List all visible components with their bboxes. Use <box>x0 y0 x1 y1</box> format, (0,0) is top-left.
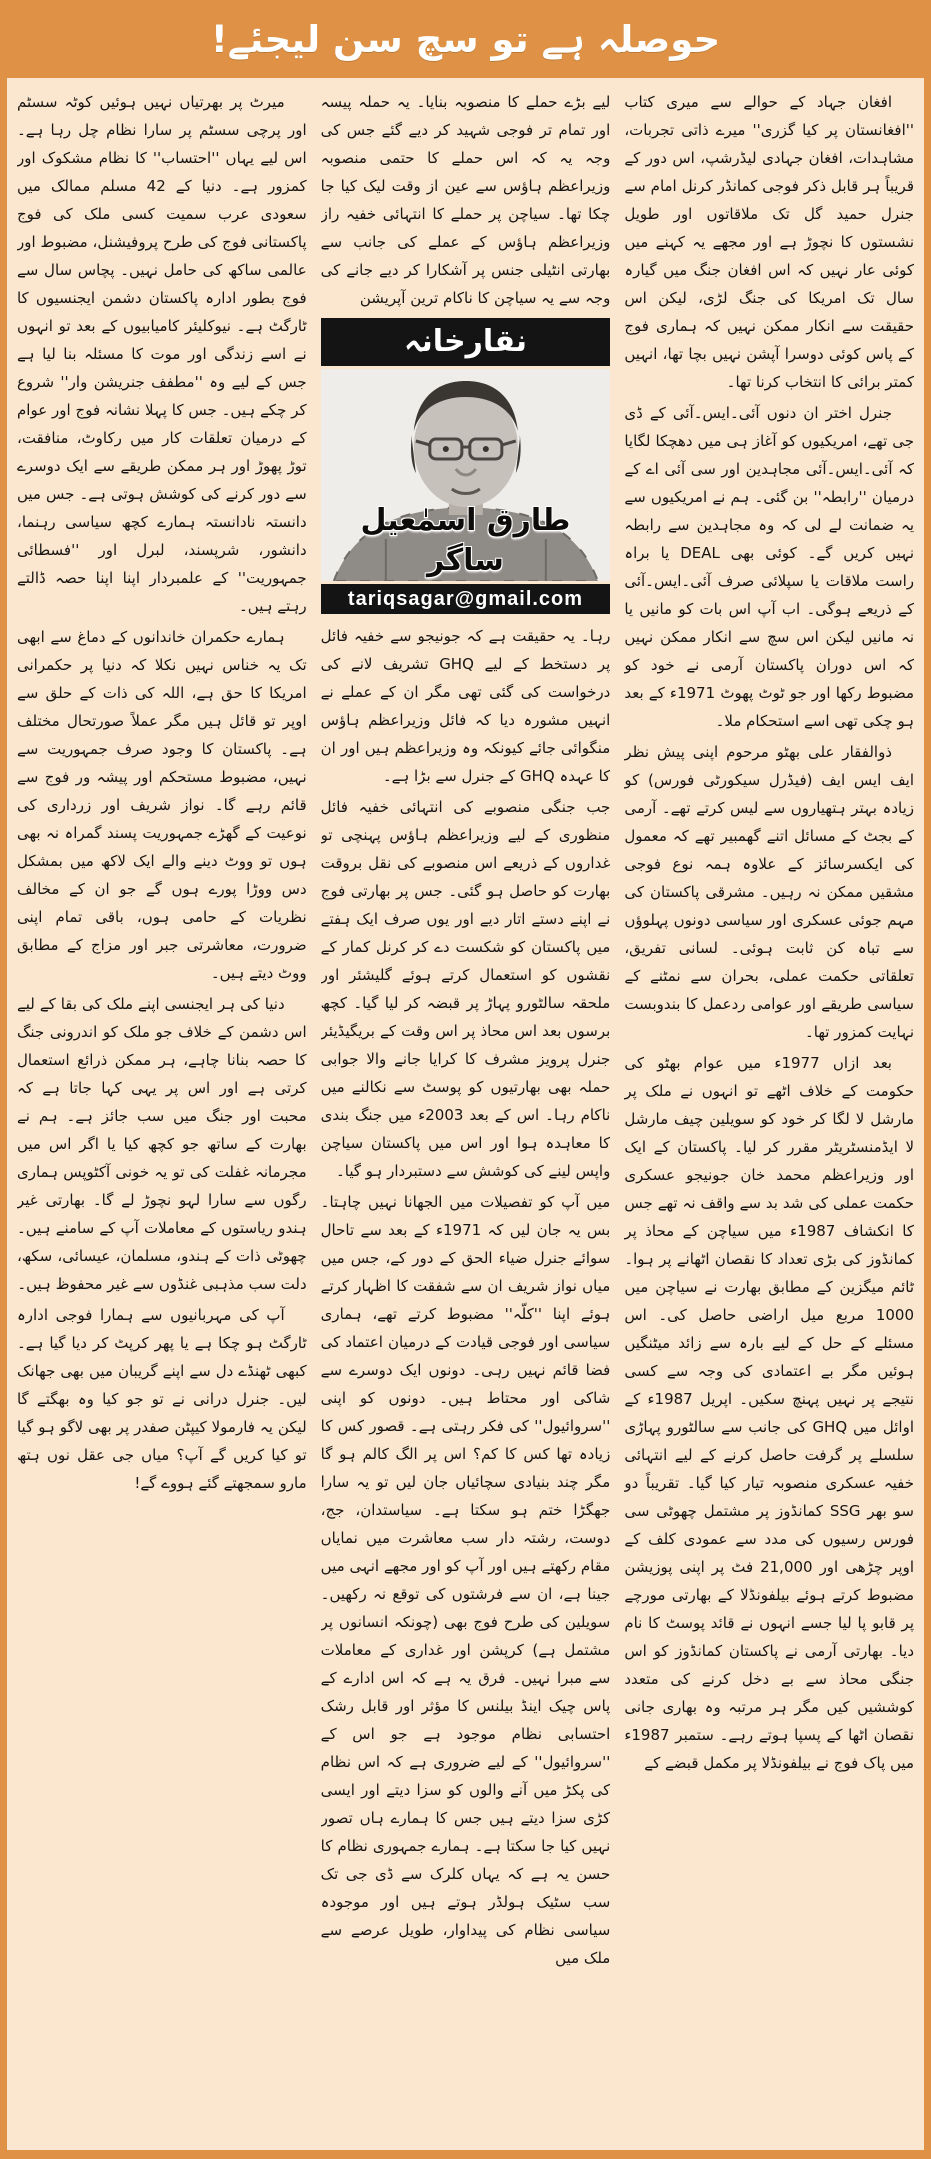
column-middle-below-box <box>321 622 611 1972</box>
column-left <box>17 88 307 2150</box>
author-box-header <box>321 318 611 366</box>
paragraph: ہمارے حکمران خاندانوں کے دماغ سے ابھی تک یہ خناس نہیں نکلا کہ دنیا پر حکمرانی امریکا کا حق ہے، اللہ کی ذات کے حلق سے اوپر تو قائل ہیں مگر عملاً صورتحال مختلف ہے۔ پاکستان کا وجود صرف جمہوریت سے نہیں، مضبوط مستحکم اور پیشہ ور فوج سے قائم رہے گا۔ نواز شریف اور زرداری کی نوعیت کے گھڑے جمہوریت پسند گمراہ نہ بھی ہوں تو ووٹ دینے والے ایک لاکھ میں بمشکل دس ووڑا پورے ہوں گے جو ان کے مخالف نظریات کے حامی ہوں، باقی تمام اپنی ضرورت، معاشرتی جبر اور مزاج کے مطابق ووٹ دیتے ہیں۔ <box>16 628 307 982</box>
author-name: طارق اسمٰعیل ساگر <box>360 503 571 578</box>
column-right <box>624 88 914 2150</box>
column-middle-above-box <box>321 88 611 312</box>
author-email-bar <box>321 584 611 614</box>
paragraph: دنیا کی ہر ایجنسی اپنے ملک کی بقا کے لیے اس دشمن کے خلاف جو ملک کو اندرونی جنگ کا حصہ بنانا چاہے، ہر ممکن ذرائع استعمال کرتی ہے اور اس پر یہی کہا جاتا ہے کہ محبت اور جنگ میں سب جائز ہے۔ ہم نے بھارت کے ساتھ جو کچھ کیا یا اگر اس میں مجرمانہ غفلت کی تو یہ خونی آکٹوپس ہماری رگوں سے سارا لہو نچوڑ لے گا۔ بھارتی غیر ہندو ریاستوں کے معاملات آپ کے سامنے ہیں۔ چھوٹی ذات کے ہندو، مسلمان، عیسائی، سکھ، دلت سب مذہبی غنڈوں سے غیر محفوظ ہیں۔ <box>16 995 307 1293</box>
paragraph: میں آپ کو تفصیلات میں الجھانا نہیں چاہتا۔ بس یہ جان لیں کہ 1971ء کے بعد سے تاحال سوائے جنرل ضیاء الحق کے دور کے، جس میں میاں نواز شریف ان سے شفقت کا اظہار کرتے ہوئے اپنا ''کلّہ'' مضبوط کرتے تھے، ہماری سیاسی اور فوجی قیادت کے درمیان اعتماد کی فضا قائم نہیں رہی۔ دونوں ایک دوسرے سے شاکی اور محتاط ہیں۔ دونوں کو اپنی ''سروائیول'' کی فکر رہتی ہے۔ قصور کس کا زیادہ تھا کس کا کم؟ اس پر الگ کالم ہو گا مگر چند بنیادی سچائیاں جان لیں تو یہ سارا جھگڑا ختم ہو سکتا ہے۔ سیاستدان، جج، دوست، رشتہ دار سب معاشرت میں نمایاں مقام رکھتے ہیں اور آپ کو اور مجھے انہی میں جینا ہے، ان سے فرشتوں کی توقع نہ رکھیں۔ سویلین کی طرح فوج بھی (چونکہ انسانوں پر مشتمل ہے) کرپشن اور غداری کے معاملات سے مبرا نہیں۔ فرق یہ ہے کہ اس ادارے کے پاس چیک اینڈ بیلنس کا مؤثر اور قابل رشک احتسابی نظام موجود ہے جو اس کے ''سروائیول'' کے لیے ضروری ہے کہ اس نظام کی پکڑ میں آنے والوں کو سزا دیتے اور ایسی کڑی سزا دیتے ہیں جس کا ہمارے ہاں تصور نہیں کیا جا سکتا ہے۔ ہمارے جمہوری نظام کا حسن یہ ہے کہ یہاں کلرک سے ڈی جی تک سب سٹیک ہولڈر ہوتے ہیں اور موجودہ سیاسی نظام کی پیداوار، طویل عرصے سے ملک میں <box>320 1193 611 1967</box>
article-body <box>7 78 924 2150</box>
author-box <box>321 318 611 614</box>
paragraph: جب جنگی منصوبے کی انتہائی خفیہ فائل منظوری کے لیے وزیراعظم ہاؤس پہنچی تو غداروں کے ذریعے اس منصوبے کی نقل بروقت بھارت کو حاصل ہو گئی۔ جس پر بھارتی فوج نے اپنے دستے اتار دیے اور یوں صرف ایک ہفتے میں پاکستان کو شکست دے کر کرنل کمار کے نقشوں کو استعمال کرتے ہوئے گلیشئر اور ملحقہ سالٹورو پہاڑ پر قبضہ کر لیا گیا۔ کچھ برسوں بعد اس محاذ پر اس وقت کے بریگیڈیئر جنرل پرویز مشرف کا کرایا جانے والا جوابی حملہ بھی بھارتیوں کو پوسٹ سے نکالنے میں ناکام رہا۔ اس کے بعد 2003ء میں جنگ بندی کا معاہدہ ہوا اور اس میں پاکستان سیاچن واپس لینے کی کوشش سے دستبردار ہو گیا۔ <box>320 798 611 1180</box>
author-email: tariqsagar@gmail.com <box>347 588 584 610</box>
article-title: حوصلہ ہے تو سچ سن لیجئے! <box>210 17 721 61</box>
paragraph: لیے بڑے حملے کا منصوبہ بنایا۔ یہ حملہ پیسہ اور تمام تر فوجی شہید کر دیے گئے جس کی وجہ یہ کہ اس حملے کا حتمی منصوبہ وزیراعظم ہاؤس سے عین از وقت لیک کیا جا چکا تھا۔ سیاچن پر حملے کا انتہائی خفیہ راز وزیراعظم ہاؤس کے عملے کی جانب سے بھارتی انٹیلی جنس پر آشکارا کر دیے جانے کی وجہ سے یہ سیاچن کا ناکام ترین آپریشن <box>320 93 611 307</box>
paragraph: آپ کی مہربانیوں سے ہمارا فوجی ادارہ ٹارگٹ ہو چکا ہے یا پھر کرپٹ کر دیا گیا ہے۔ کبھی ٹھنڈے دل سے اپنے گریبان میں بھی جھانک لیں۔ جنرل درانی نے تو جو کیا وہ بھگتے گا لیکن یہ فارمولا کیپٹن صفدر پر بھی لاگو ہو گیا تو کیا کریں گے آپ؟ میاں جی عقل نوں ہتھ مارو سمجھتے گئے ہووے گے! <box>16 1306 307 1492</box>
author-box-title: نقارخانہ <box>403 324 528 359</box>
column-middle <box>321 88 611 2150</box>
paragraph: میرٹ پر بھرتیاں نہیں ہوئیں کوٹہ سسٹم اور پرچی سسٹم پر سارا نظام چل رہا ہے۔ اس لیے یہاں ''احتساب'' کا نظام مشکوک اور کمزور ہے۔ دنیا کے 42 مسلم ممالک میں سعودی عرب سمیت کسی ملک کی فوج پاکستانی فوج کی طرح پروفیشنل، مضبوط اور عالمی ساکھ کی حامل نہیں۔ پچاس سال سے فوج بطور ادارہ پاکستان دشمن ایجنسیوں کا ٹارگٹ ہے۔ نیوکلیئر کامیابیوں کے بعد تو انہوں نے اسے زندگی اور موت کا مسئلہ بنا لیا ہے جس کے لیے وہ ''مطفف جنریشن وار'' شروع کر چکے ہیں۔ جس کا پہلا نشانہ فوج اور عوام کے درمیان تعلقات کار میں رکاوٹ، منافقت، توڑ پھوڑ اور ہر ممکن طریقے سے ایک دوسرے سے دور کرنے کی کوشش ہوتی ہے۔ جس میں دانستہ نادانستہ ہمارے کچھ سیاسی رہنما، دانشور، شرپسند، لبرل اور ''فسطائی جمہوریت'' کے علمبردار اپنا اپنا حصہ ڈالتے رہتے ہیں۔ <box>16 93 307 615</box>
author-photo <box>321 369 611 581</box>
paragraph: جنرل اختر ان دنوں آئی۔ایس۔آئی کے ڈی جی تھے، امریکیوں کو آغاز ہی میں دھچکا لگایا کہ آئی۔ایس۔آئی مجاہدین اور سی آئی اے کے درمیان ''رابطہ'' بن گئی۔ ہم نے امریکیوں سے یہ ضمانت لے لی کہ وہ مجاہدین سے رابطہ نہیں کریں گے۔ کوئی بھی DEAL یا براہ راست ملاقات یا سپلائی صرف آئی۔ایس۔آئی کے ذریعے ہوگی۔ اب آپ اس بات کو مانیں یا نہ مانیں لیکن اس سچ سے انکار ممکن نہیں کہ اس دوران پاکستان آرمی نے خود کو مضبوط رکھا اور جو ٹوٹ پھوٹ 1971ء کے بعد ہو چکی تھی اسے استحکام ملا۔ <box>624 404 914 730</box>
paragraph: بعد ازاں 1977ء میں عوام بھٹو کی حکومت کے خلاف اٹھے تو انہوں نے ملک پر مارشل لا لگا کر خود کو سویلین چیف مارشل لا ایڈمنسٹریٹر مقرر کر لیا۔ پاکستان کے ایک اور وزیراعظم محمد خان جونیجو عسکری حکمت عملی کی شد بد سے واقف نہ تھے جس کا انکشاف 1987ء میں سیاچن کے محاذ پر کمانڈوز کی بڑی تعداد کا نقصان اٹھانے پر ہوا۔ ٹائم میگزین کے مطابق بھارت نے سیاچن میں 1000 مربع میل اراضی حاصل کی۔ اس مسئلے کے حل کے لیے بارہ سے زائد میٹنگیں ہوئیں مگر بے اعتمادی کی وجہ سے کسی نتیجے پر نہیں پہنچ سکیں۔ اپریل 1987ء کے اوائل میں GHQ کی جانب سے سالٹورو پہاڑی سلسلے پر گرفت حاصل کرنے کے لیے انتہائی خفیہ عسکری منصوبہ تیار کیا گیا۔ تقریباً دو سو بھر SSG کمانڈوز پر مشتمل چھوٹی سی فورس رسیوں کی مدد سے عمودی کلف کے اوپر چڑھی اور 21,000 فٹ پر اپنی پوزیشن مضبوط کرتے ہوئے بیلفونڈلا کے بھارتی مورچے پر قابو پا لیا جسے انہوں نے قائد پوسٹ کا نام دیا۔ بھارتی آرمی نے پاکستان کمانڈوز کو اس جنگی محاذ سے بے دخل کرنے کی متعدد کوششیں کیں مگر ہر مرتبہ وہ بھاری جانی نقصان اٹھا کے پسپا ہوتے رہے۔ ستمبر 1987ء میں پاک فوج نے بیلفونڈلا پر مکمل قبضے کے <box>624 1054 914 1772</box>
paragraph: ذوالفقار علی بھٹو مرحوم اپنی پیش نظر ایف ایس ایف (فیڈرل سیکورٹی فورس) کو زیادہ بہتر ہتھیاروں سے لیس کرتے تھے۔ آرمی کے بجٹ کے مسائل اتنے گھمبیر تھے کہ معمول کی ایکسرسائز کے علاوہ ہمہ نوع فوجی مشقیں ممکن نہ رہیں۔ مشرقی پاکستان کی مہم جوئی عسکری اور سیاسی دونوں پہلوؤں سے تباہ کن ثابت ہوئی۔ لسانی تفریق، تعلقاتی حکمت عملی، بحران سے نمٹنے کے سیاسی طریقے اور عوامی ردعمل کا بندوبست نہایت کمزور تھا۔ <box>624 743 914 1041</box>
paragraph: افغان جہاد کے حوالے سے میری کتاب ''افغانستان پر کیا گزری'' میرے ذاتی تجربات، مشاہدات، افغان جہادی لیڈرشپ، اس دور کے قریباً ہر قابل ذکر فوجی کمانڈر کرنل امام سے جنرل حمید گل تک ملاقاتوں اور طویل نشستوں کا نچوڑ ہے اور مجھے یہ کہنے میں کوئی عار نہیں کہ اس افغان جنگ میں گیارہ سال تک امریکا کی جنگ لڑی، لیکن اس حقیقت سے انکار ممکن نہیں کہ ہماری فوج کے پاس کوئی دوسرا آپشن نہیں بچا تھا، انہیں کمتر برائی کا انتخاب کرنا تھا۔ <box>624 93 914 391</box>
title-banner <box>7 0 924 78</box>
paragraph: رہا۔ یہ حقیقت ہے کہ جونیجو سے خفیہ فائل پر دستخط کے لیے GHQ تشریف لانے کی درخواست کی گئی تھی مگر ان کے عملے نے انہیں مشورہ دیا کہ فائل وزیراعظم ہاؤس منگوائی جائے کیونکہ وہ وزیراعظم ہیں اور ان کا عہدہ GHQ کے جنرل سے بڑا ہے۔ <box>320 627 611 785</box>
